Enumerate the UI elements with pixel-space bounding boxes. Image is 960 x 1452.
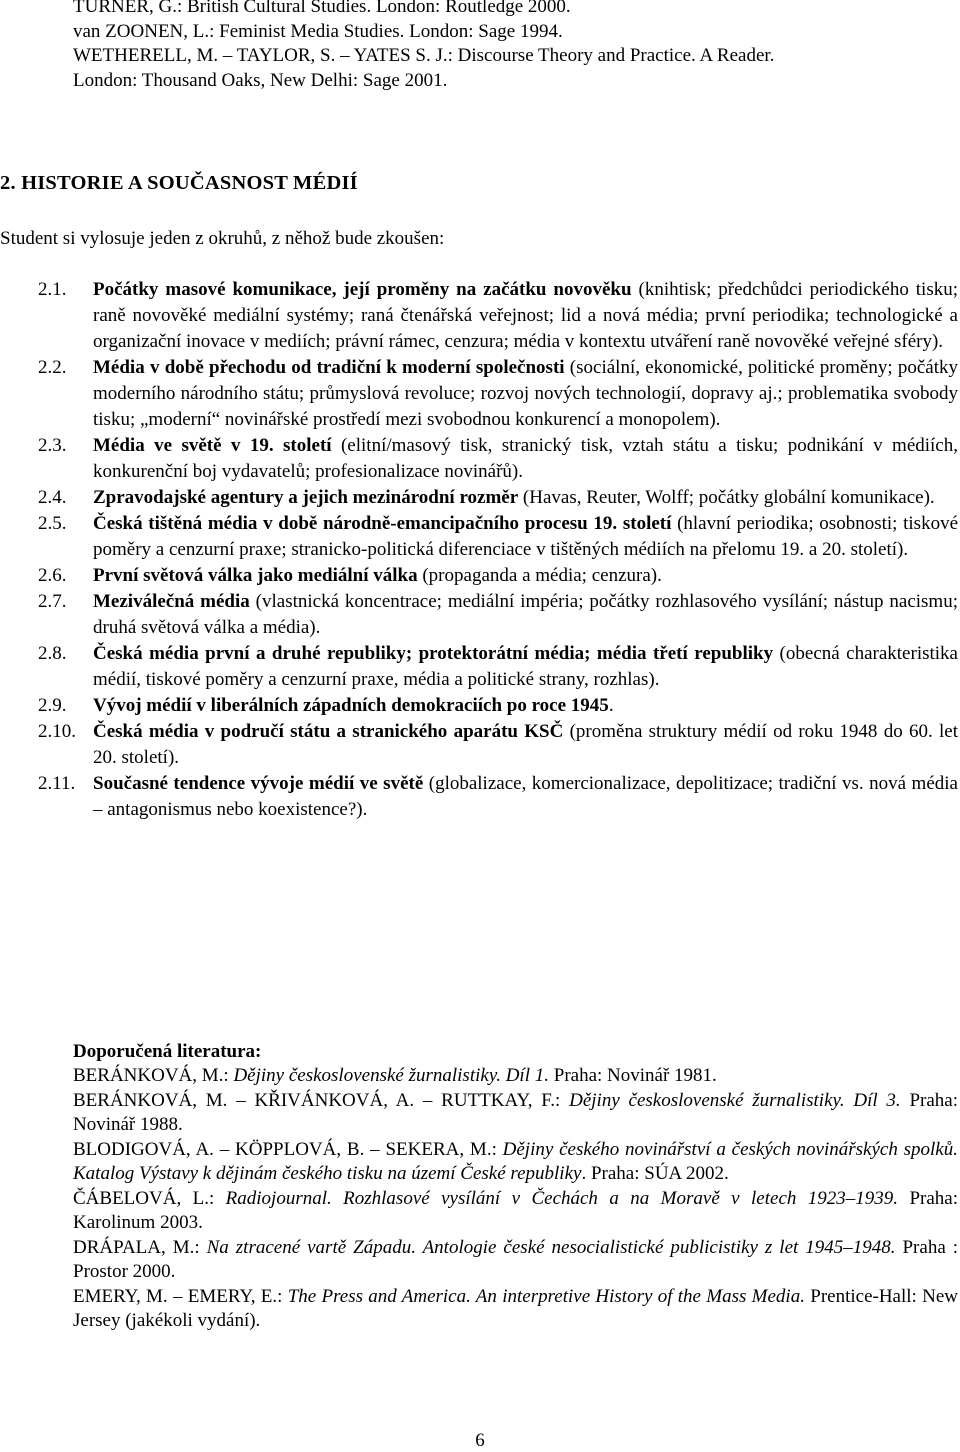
topic-item	[38, 641, 958, 693]
reference-line: TURNER, G.: British Cultural Studies. London: Routledge 2000.	[73, 0, 571, 17]
topic-item	[38, 355, 958, 433]
topic-title: Zpravodajské agentury a jejich mezinárodní rozměr	[93, 487, 519, 508]
topic-title: První světová válka jako mediální válka	[93, 565, 418, 586]
topic-title: Česká média první a druhé republiky; protektorátní média; média třetí republiky	[93, 643, 774, 664]
entry-author: BERÁNKOVÁ, M. – KŘIVÁNKOVÁ, A. – RUTTKAY, F.:	[73, 1089, 570, 1111]
topic-item	[38, 589, 958, 641]
topic-title: Meziválečná média	[93, 591, 250, 612]
topic-item	[38, 693, 958, 719]
topic-title: Česká média v područí státu a stranického aparátu KSČ	[93, 721, 564, 742]
entry-work: Dějiny českého novinářství a českých novinářských spolků. Katalog Výstavy k dějinám českého tisku na území České republiky	[73, 1138, 958, 1184]
topic-item	[38, 563, 958, 589]
entry-author: DRÁPALA, M.:	[73, 1236, 207, 1258]
topic-item	[38, 771, 958, 823]
reading-entry	[73, 1236, 958, 1285]
entry-work: Na ztracené vartě Západu. Antologie české nesocialistické publicistiky z let 1945–1948.	[206, 1236, 896, 1258]
reading-title: Doporučená literatura:	[73, 1041, 262, 1062]
entry-work: Dějiny československé žurnalistiky. Díl 1.	[233, 1065, 549, 1086]
section-intro: Student si vylosuje jeden z okruhů, z něhož bude zkoušen:	[0, 228, 445, 249]
entry-work: Radiojournal. Rozhlasové vysílání v Čechách a na Moravě v letech 1923–1939.	[225, 1187, 899, 1209]
entry-publication: Prentice-Hall: New Jersey (jakékoli vydání).	[73, 1285, 958, 1331]
reading-entry	[73, 1064, 958, 1089]
topic-item	[38, 511, 958, 563]
entry-work: Dějiny československé žurnalistiky. Díl 3.	[569, 1089, 901, 1111]
topic-number: 2.1.	[38, 279, 67, 300]
entry-publication: . Praha: SÚA 2002.	[581, 1163, 729, 1184]
topic-number: 2.3.	[38, 435, 67, 456]
topic-number: 2.8.	[38, 643, 67, 664]
reference-line: van ZOONEN, L.: Feminist Media Studies. London: Sage 1994.	[73, 20, 563, 42]
topic-item	[38, 433, 958, 485]
entry-work: The Press and America. An interpretive History of the Mass Media.	[287, 1285, 805, 1307]
reading-entry	[73, 1089, 958, 1138]
topic-item	[38, 277, 958, 355]
topic-list	[38, 277, 958, 823]
topic-number: 2.11.	[38, 773, 76, 794]
reading-entry	[73, 1187, 958, 1236]
topic-title: Vývoj médií v liberálních západních demokraciích po roce 1945	[93, 695, 609, 716]
entry-publication: Praha : Prostor 2000.	[73, 1236, 959, 1282]
entry-author: BLODIGOVÁ, A. – KÖPPLOVÁ, B. – SEKERA, M.:	[73, 1138, 503, 1160]
reading-entry	[73, 1138, 958, 1187]
topic-title: Média v době přechodu od tradiční k moderní společnosti	[93, 357, 565, 378]
topic-title: Média ve světě v 19. století	[93, 435, 332, 456]
section-heading: 2. HISTORIE A SOUČASNOST MÉDIÍ	[0, 172, 358, 194]
entry-publication: Praha: Novinář 1981.	[549, 1065, 717, 1086]
topic-number: 2.9.	[38, 695, 67, 716]
topic-description: (obecná charakteristika médií, tiskové poměry a cenzurní praxe, média a politické strany, rozhlas).	[93, 643, 958, 690]
topic-number: 2.7.	[38, 591, 67, 612]
topic-item	[38, 485, 958, 511]
topic-title: Česká tištěná média v době národně-emancipačního procesu 19. století	[93, 513, 672, 534]
reference-line: WETHERELL, M. – TAYLOR, S. – YATES S. J.: Discourse Theory and Practice. A Reader.	[73, 45, 775, 66]
topic-description: (knihtisk; předchůdci periodického tisku; raně novověké mediální systémy; raná čtenářská veřejnost; lid a nová média; první periodika; technologické a organizační inovace v mediích; právní rámec, cenzura; média v kontextu utváření raně novověké veřejné sféry).	[93, 279, 958, 352]
reading-entry	[73, 1285, 958, 1334]
entry-publication: Praha: Karolinum 2003.	[73, 1187, 958, 1233]
topic-number: 2.4.	[38, 487, 67, 508]
topic-description: .	[608, 695, 614, 716]
top-references	[73, 0, 953, 93]
topic-description: (globalizace, komercionalizace, depolitizace; tradiční vs. nová média – antagonismus nebo koexistence?).	[93, 773, 958, 820]
reference-line: London: Thousand Oaks, New Delhi: Sage 2001.	[73, 69, 448, 91]
entry-author: BERÁNKOVÁ, M.:	[73, 1065, 234, 1086]
topic-number: 2.5.	[38, 513, 67, 534]
entry-publication: Praha: Novinář 1988.	[73, 1089, 958, 1135]
topic-description: (Havas, Reuter, Wolff; počátky globální komunikace).	[518, 487, 935, 508]
topic-description: (hlavní periodika; osobnosti; tiskové poměry a cenzurní praxe; stranicko-politická diferenciace v tištěných médiích na přelomu 19. a 20. století).	[93, 513, 958, 560]
topic-description: (sociální, ekonomické, politické proměny; počátky moderního národního státu; průmyslová revoluce; rozvoj nových technologií, dopravy aj.; problematika svobody tisku; „moderní“ novinářské prostředí mezi svobodnou konkurencí a monopolem).	[93, 357, 958, 430]
topic-item	[38, 719, 958, 771]
topic-number: 2.10.	[38, 721, 76, 742]
page-number: 6	[475, 1430, 485, 1451]
topic-description: (elitní/masový tisk, stranický tisk, vztah státu a tisku; podnikání v médiích, konkurenční boj vydavatelů; profesionalizace novinářů).	[93, 435, 958, 482]
topic-number: 2.2.	[38, 357, 67, 378]
topic-description: (vlastnická koncentrace; mediální impéria; počátky rozhlasového vysílání; nástup nacismu; druhá světová válka a média).	[93, 591, 958, 638]
topic-number: 2.6.	[38, 565, 67, 586]
recommended-reading	[73, 1040, 958, 1334]
entry-author: ČÁBELOVÁ, L.:	[73, 1187, 226, 1209]
entry-author: EMERY, M. – EMERY, E.:	[73, 1285, 288, 1307]
topic-description: (proměna struktury médií od roku 1948 do 60. let 20. století).	[93, 721, 958, 768]
topic-title: Počátky masové komunikace, její proměny na začátku novověku	[93, 279, 632, 300]
topic-title: Současné tendence vývoje médií ve světě	[93, 773, 424, 794]
topic-description: (propaganda a média; cenzura).	[417, 565, 662, 586]
